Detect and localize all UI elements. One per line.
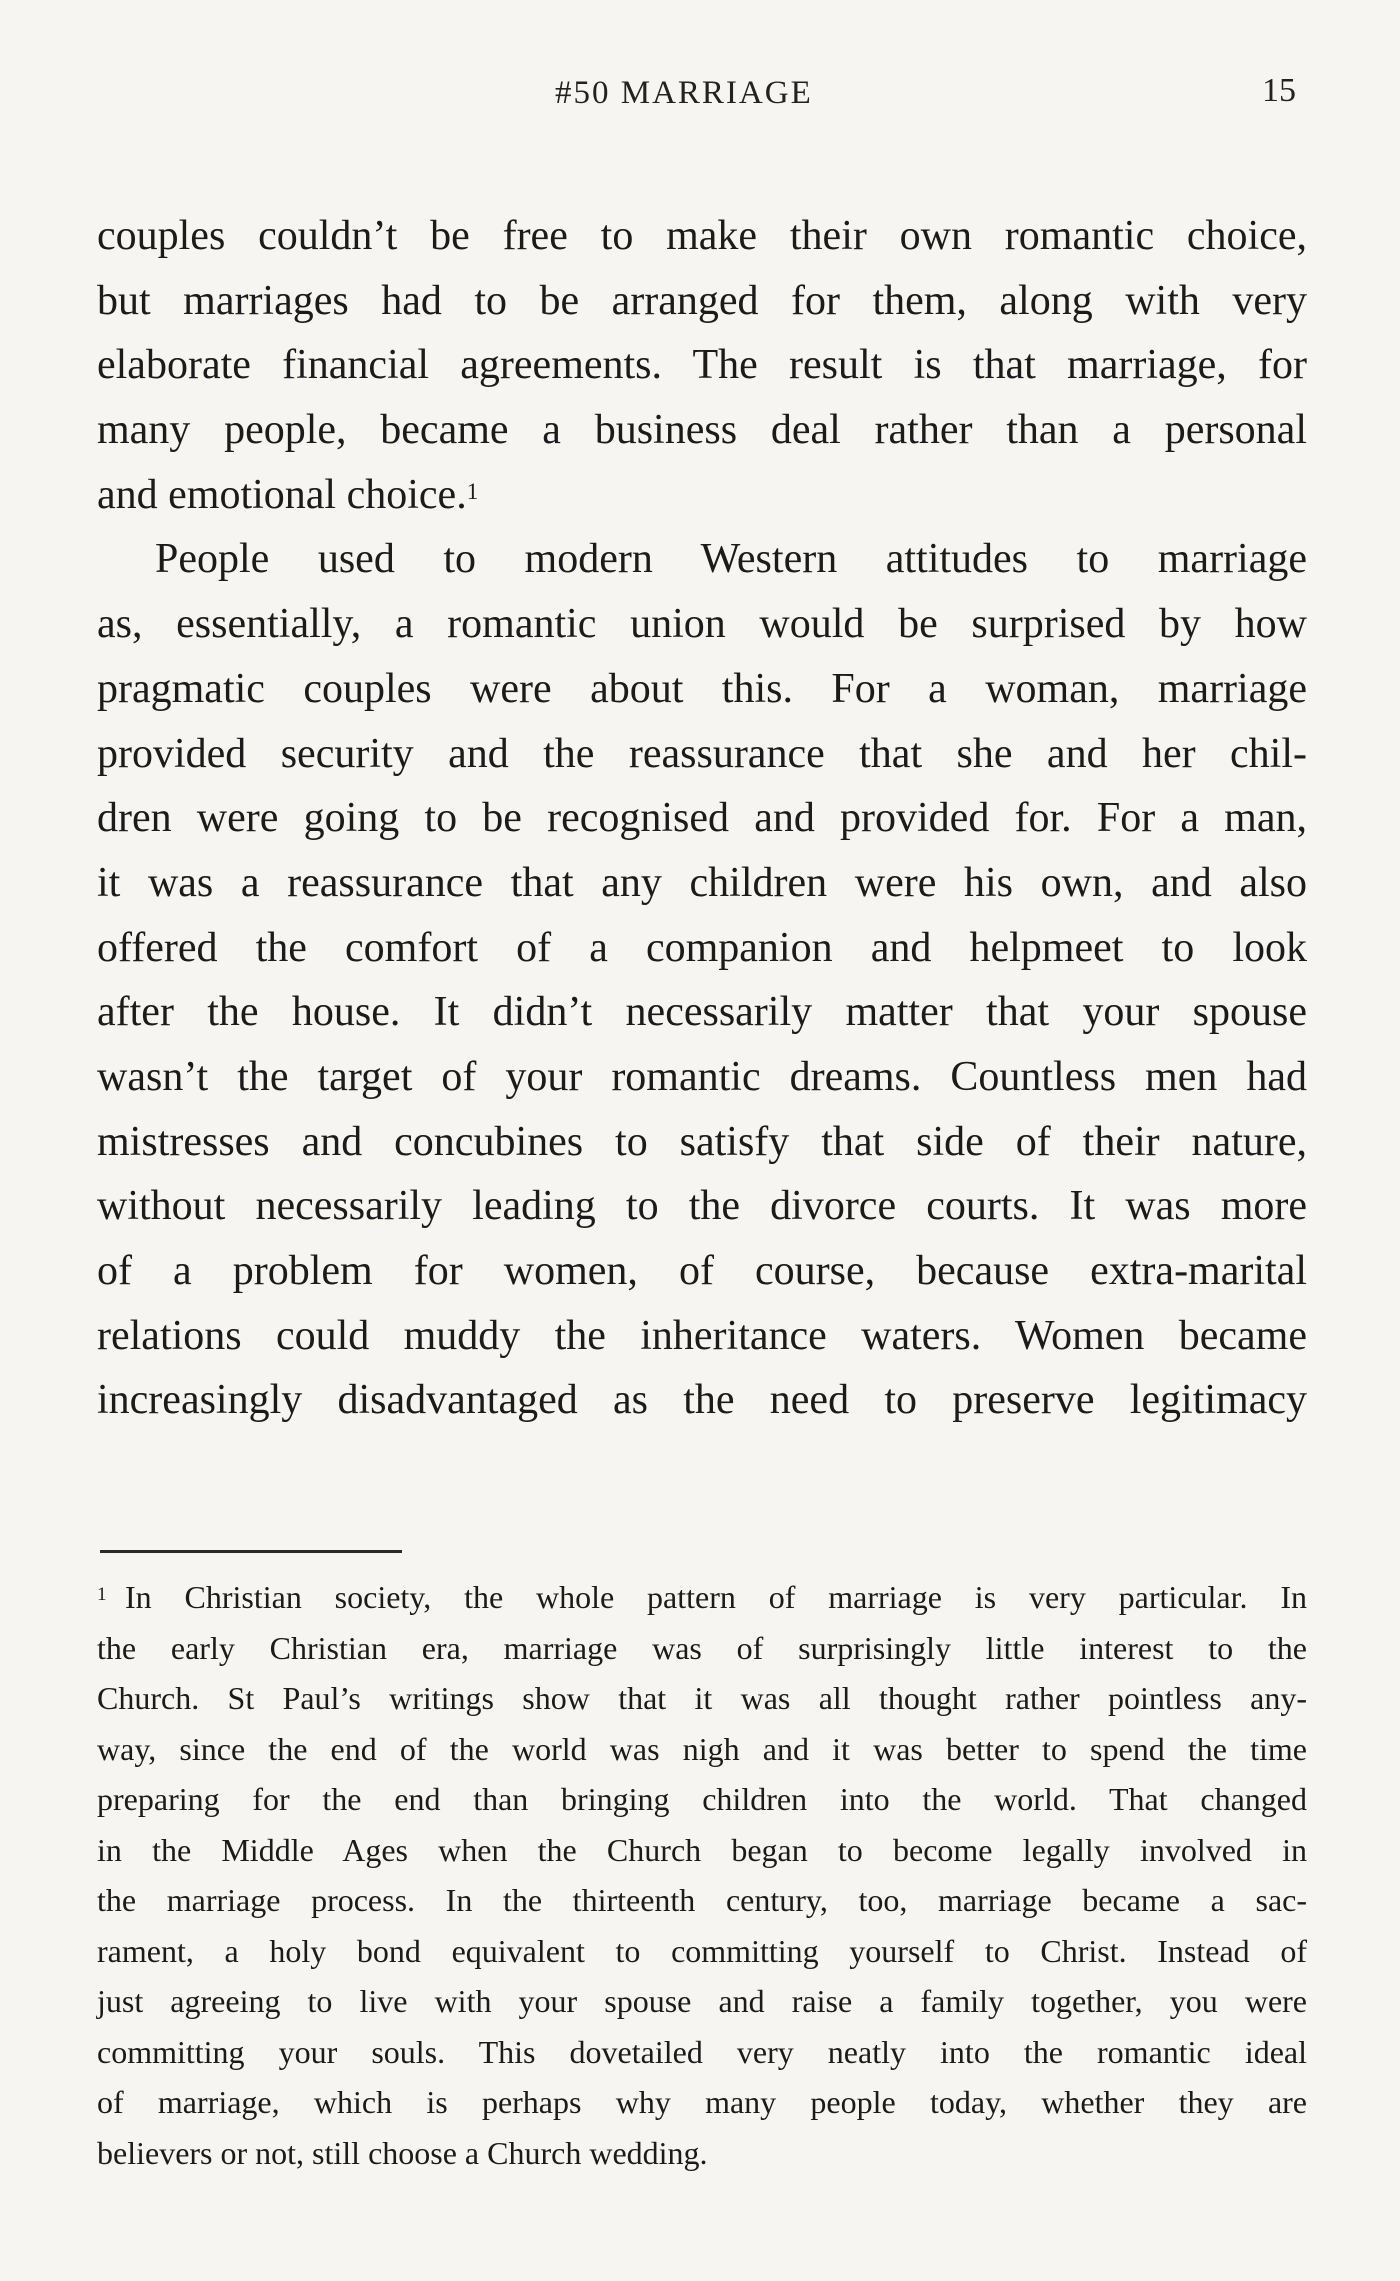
footnote-line: Church. St Paul’s writings show that it was all thought rather pointless any-	[97, 1680, 1307, 1716]
footnote-line-last: believers or not, still choose a Church wedding.	[97, 2134, 708, 2171]
footnote-line: of marriage, which is perhaps why many people today, whether they are	[97, 2084, 1307, 2120]
page-number: 15	[1262, 72, 1296, 109]
body-line: People used to modern Western attitudes to marriage	[155, 536, 1307, 583]
footnote-marker: 1	[97, 1584, 107, 1605]
body-line: offered the comfort of a companion and helpmeet to look	[97, 924, 1307, 971]
body-line: as, essentially, a romantic union would be surprised by how	[97, 601, 1307, 648]
body-line: after the house. It didn’t necessarily matter that your spouse	[97, 989, 1307, 1036]
footnote-line: rament, a holy bond equivalent to committing yourself to Christ. Instead of	[97, 1932, 1307, 1969]
footnote-line: the early Christian era, marriage was of surprisingly little interest to the	[97, 1629, 1307, 1666]
footnote-line-text: In Christian society, the whole pattern of marriage is very particular. In	[125, 1579, 1307, 1615]
footnote-line: just agreeing to live with your spouse and raise a family together, you were	[97, 1983, 1307, 2019]
body-line: without necessarily leading to the divorce courts. It was more	[97, 1183, 1307, 1230]
body-line: increasingly disadvantaged as the need to preserve legitimacy	[97, 1377, 1307, 1424]
body-line: many people, became a business deal rather than a personal	[97, 407, 1307, 454]
footnote-line: in the Middle Ages when the Church began to become legally involved in	[97, 1831, 1307, 1868]
body-line: wasn’t the target of your romantic dreams. Countless men had	[97, 1053, 1307, 1100]
body-line: mistresses and concubines to satisfy that side of their nature,	[97, 1118, 1307, 1165]
footnote-line: preparing for the end than bringing children into the world. That changed	[97, 1781, 1307, 1817]
footnote-line-first	[97, 1572, 1307, 1623]
body-line: of a problem for women, of course, because extra-marital	[97, 1248, 1307, 1294]
body-line: provided security and the reassurance that she and her chil-	[97, 730, 1307, 777]
body-line: dren were going to be recognised and provided for. For a man,	[97, 795, 1307, 842]
body-line: elaborate financial agreements. The result is that marriage, for	[97, 342, 1307, 389]
footnote	[97, 1572, 1307, 2178]
footnote-line: committing your souls. This dovetailed very neatly into the romantic ideal	[97, 2033, 1307, 2070]
body-line: pragmatic couples were about this. For a woman, marriage	[97, 665, 1307, 712]
body-line: but marriages had to be arranged for them, along with very	[97, 277, 1307, 324]
body-line-text: and emotional choice.	[97, 471, 467, 518]
body-text	[97, 204, 1307, 1433]
footnote-line: the marriage process. In the thirteenth century, too, marriage became a sac-	[97, 1882, 1307, 1918]
body-line-last	[97, 463, 1307, 528]
body-line: couples couldn’t be free to make their own romantic choice,	[97, 213, 1307, 259]
body-line: it was a reassurance that any children were his own, and also	[97, 859, 1307, 906]
body-line: relations could muddy the inheritance waters. Women became	[97, 1312, 1307, 1359]
footnote-line: way, since the end of the world was nigh and it was better to spend the time	[97, 1730, 1307, 1767]
footnote-reference: 1	[466, 477, 479, 504]
footnote-divider	[100, 1550, 402, 1553]
running-head: #50 MARRIAGE	[555, 75, 813, 111]
